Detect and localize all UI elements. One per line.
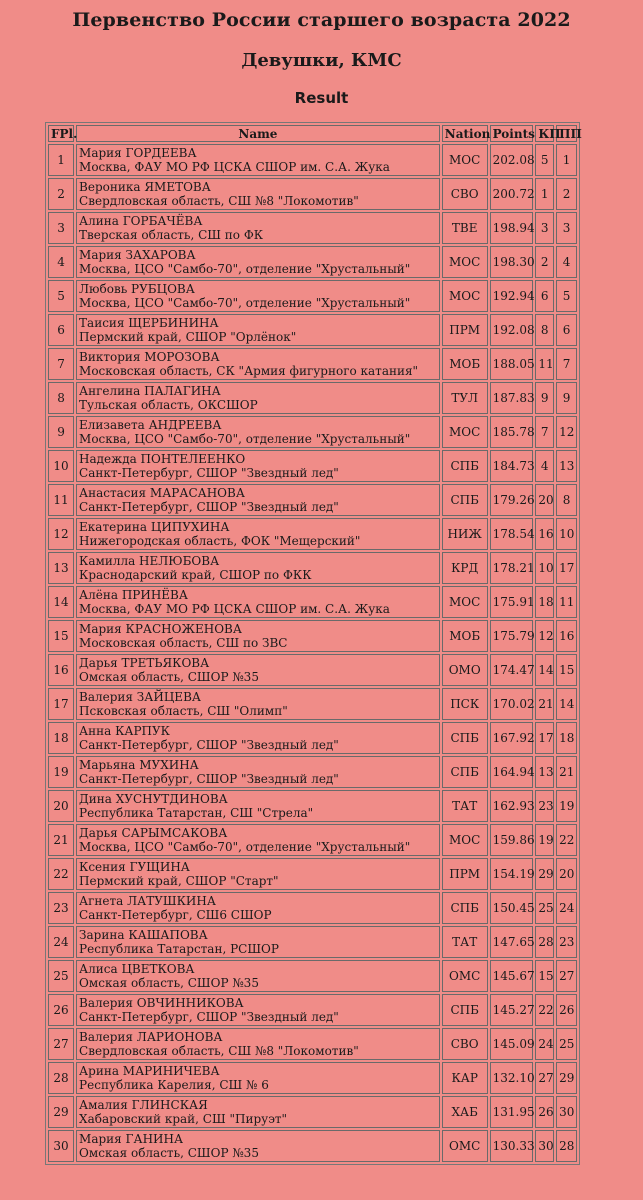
place-cell: 29 — [48, 1096, 74, 1128]
points-cell: 198.94 — [490, 212, 534, 244]
place-cell: 24 — [48, 926, 74, 958]
place-cell: 27 — [48, 1028, 74, 1060]
table-row — [48, 348, 577, 380]
table-row — [48, 1096, 577, 1128]
skater-name: Валерия ОВЧИННИКОВА — [79, 996, 244, 1010]
place-cell: 1 — [48, 144, 74, 176]
skater-club: Санкт-Петербург, СШОР "Звездный лед" — [79, 772, 339, 786]
skater-cell — [76, 484, 440, 516]
pp-cell: 13 — [556, 450, 577, 482]
points-cell: 192.08 — [490, 314, 534, 346]
place-cell: 28 — [48, 1062, 74, 1094]
nation-cell: МОС — [442, 586, 488, 618]
skater-club: Московская область, СШ по ЗВС — [79, 636, 288, 650]
skater-club: Хабаровский край, СШ "Пируэт" — [79, 1112, 288, 1126]
kp-cell: 5 — [535, 144, 554, 176]
place-cell: 16 — [48, 654, 74, 686]
table-row — [48, 314, 577, 346]
nation-cell: ХАБ — [442, 1096, 488, 1128]
points-cell: 184.73 — [490, 450, 534, 482]
skater-name: Агнета ЛАТУШКИНА — [79, 894, 216, 908]
table-row — [48, 144, 577, 176]
skater-cell — [76, 450, 440, 482]
nation-cell: СПБ — [442, 892, 488, 924]
points-cell: 198.30 — [490, 246, 534, 278]
nation-cell: ТВЕ — [442, 212, 488, 244]
kp-cell: 7 — [535, 416, 554, 448]
pp-cell: 3 — [556, 212, 577, 244]
skater-name: Любовь РУБЦОВА — [79, 282, 195, 296]
points-cell: 175.91 — [490, 586, 534, 618]
place-cell: 4 — [48, 246, 74, 278]
points-cell: 150.45 — [490, 892, 534, 924]
nation-cell: МОС — [442, 280, 488, 312]
results-table — [45, 122, 580, 1165]
page-title: Первенство России старшего возраста 2022 — [72, 9, 571, 31]
nation-cell: КРД — [442, 552, 488, 584]
nation-cell: ПРМ — [442, 314, 488, 346]
points-cell: 200.72 — [490, 178, 534, 210]
skater-club: Свердловская область, СШ №8 "Локомотив" — [79, 1044, 359, 1058]
table-row — [48, 586, 577, 618]
points-cell: 132.10 — [490, 1062, 534, 1094]
skater-name: Дарья ТРЕТЬЯКОВА — [79, 656, 210, 670]
skater-name: Мария ГОРДЕЕВА — [79, 146, 197, 160]
skater-cell — [76, 1096, 440, 1128]
skater-cell — [76, 212, 440, 244]
pp-cell: 5 — [556, 280, 577, 312]
skater-club: Москва, ЦСО "Самбо-70", отделение "Хрустальный" — [79, 262, 411, 276]
nation-cell: ОМО — [442, 654, 488, 686]
nation-cell: СПБ — [442, 994, 488, 1026]
place-cell: 22 — [48, 858, 74, 890]
points-cell: 192.94 — [490, 280, 534, 312]
nation-cell: МОС — [442, 246, 488, 278]
kp-cell: 29 — [535, 858, 554, 890]
skater-club: Санкт-Петербург, СШОР "Звездный лед" — [79, 738, 339, 752]
points-cell: 187.83 — [490, 382, 534, 414]
place-cell: 14 — [48, 586, 74, 618]
pp-cell: 25 — [556, 1028, 577, 1060]
points-cell: 147.65 — [490, 926, 534, 958]
table-row — [48, 688, 577, 720]
place-cell: 5 — [48, 280, 74, 312]
skater-name: Дарья САРЫМСАКОВА — [79, 826, 228, 840]
points-cell: 162.93 — [490, 790, 534, 822]
pp-cell: 17 — [556, 552, 577, 584]
skater-cell — [76, 416, 440, 448]
kp-cell: 22 — [535, 994, 554, 1026]
skater-club: Республика Татарстан, СШ "Стрела" — [79, 806, 314, 820]
nation-cell: СПБ — [442, 722, 488, 754]
place-cell: 17 — [48, 688, 74, 720]
table-row — [48, 382, 577, 414]
pp-cell: 28 — [556, 1130, 577, 1162]
pp-cell: 10 — [556, 518, 577, 550]
table-row — [48, 552, 577, 584]
skater-club: Краснодарский край, СШОР по ФКК — [79, 568, 312, 582]
skater-cell — [76, 1062, 440, 1094]
points-cell: 145.27 — [490, 994, 534, 1026]
skater-club: Омская область, СШОР №35 — [79, 670, 259, 684]
pp-cell: 8 — [556, 484, 577, 516]
table-row — [48, 926, 577, 958]
points-cell: 167.92 — [490, 722, 534, 754]
skater-cell — [76, 144, 440, 176]
points-cell: 164.94 — [490, 756, 534, 788]
table-row — [48, 960, 577, 992]
skater-cell — [76, 178, 440, 210]
kp-cell: 1 — [535, 178, 554, 210]
points-cell: 185.78 — [490, 416, 534, 448]
table-header-row — [48, 125, 577, 142]
kp-cell: 27 — [535, 1062, 554, 1094]
place-cell: 13 — [48, 552, 74, 584]
skater-cell — [76, 722, 440, 754]
place-cell: 8 — [48, 382, 74, 414]
place-cell: 23 — [48, 892, 74, 924]
kp-cell: 3 — [535, 212, 554, 244]
skater-name: Екатерина ЦИПУХИНА — [79, 520, 230, 534]
skater-name: Мария ГАНИНА — [79, 1132, 184, 1146]
nation-cell: МОС — [442, 416, 488, 448]
kp-cell: 21 — [535, 688, 554, 720]
pp-cell: 1 — [556, 144, 577, 176]
skater-name: Вероника ЯМЕТОВА — [79, 180, 211, 194]
points-cell: 145.67 — [490, 960, 534, 992]
kp-cell: 13 — [535, 756, 554, 788]
skater-cell — [76, 824, 440, 856]
skater-cell — [76, 552, 440, 584]
points-cell: 179.26 — [490, 484, 534, 516]
points-cell: 202.08 — [490, 144, 534, 176]
kp-cell: 18 — [535, 586, 554, 618]
place-cell: 12 — [48, 518, 74, 550]
pp-cell: 30 — [556, 1096, 577, 1128]
skater-cell — [76, 348, 440, 380]
skater-name: Марьяна МУХИНА — [79, 758, 199, 772]
nation-cell: ПРМ — [442, 858, 488, 890]
table-row — [48, 756, 577, 788]
skater-name: Зарина КАШАПОВА — [79, 928, 208, 942]
skater-cell — [76, 586, 440, 618]
skater-cell — [76, 688, 440, 720]
table-row — [48, 994, 577, 1026]
place-cell: 10 — [48, 450, 74, 482]
skater-cell — [76, 960, 440, 992]
points-cell: 175.79 — [490, 620, 534, 652]
kp-cell: 24 — [535, 1028, 554, 1060]
place-cell: 15 — [48, 620, 74, 652]
kp-cell: 20 — [535, 484, 554, 516]
nation-cell: ТАТ — [442, 926, 488, 958]
nation-cell: МОС — [442, 144, 488, 176]
place-cell: 18 — [48, 722, 74, 754]
kp-cell: 11 — [535, 348, 554, 380]
table-row — [48, 722, 577, 754]
pp-cell: 20 — [556, 858, 577, 890]
kp-cell: 10 — [535, 552, 554, 584]
nation-cell: ТАТ — [442, 790, 488, 822]
table-row — [48, 246, 577, 278]
skater-club: Пермский край, СШОР "Старт" — [79, 874, 279, 888]
pp-cell: 16 — [556, 620, 577, 652]
nation-cell: ОМС — [442, 960, 488, 992]
skater-cell — [76, 1130, 440, 1162]
skater-name: Надежда ПОНТЕЛЕЕНКО — [79, 452, 246, 466]
nation-cell: СВО — [442, 1028, 488, 1060]
skater-club: Санкт-Петербург, СШОР "Звездный лед" — [79, 500, 339, 514]
points-cell: 131.95 — [490, 1096, 534, 1128]
kp-cell: 6 — [535, 280, 554, 312]
table-row — [48, 1130, 577, 1162]
kp-cell: 15 — [535, 960, 554, 992]
pp-cell: 7 — [556, 348, 577, 380]
skater-name: Валерия ЛАРИОНОВА — [79, 1030, 223, 1044]
skater-name: Ксения ГУЩИНА — [79, 860, 190, 874]
skater-cell — [76, 620, 440, 652]
kp-cell: 2 — [535, 246, 554, 278]
table-row — [48, 518, 577, 550]
skater-name: Арина МАРИНИЧЕВА — [79, 1064, 220, 1078]
points-cell: 174.47 — [490, 654, 534, 686]
header-name: Name — [76, 125, 440, 142]
points-cell: 188.05 — [490, 348, 534, 380]
points-cell: 154.19 — [490, 858, 534, 890]
table-row — [48, 1062, 577, 1094]
skater-name: Алина ГОРБАЧЁВА — [79, 214, 203, 228]
table-row — [48, 484, 577, 516]
skater-club: Республика Татарстан, РСШОР — [79, 942, 279, 956]
place-cell: 20 — [48, 790, 74, 822]
skater-club: Республика Карелия, СШ № 6 — [79, 1078, 269, 1092]
place-cell: 21 — [48, 824, 74, 856]
skater-cell — [76, 756, 440, 788]
nation-cell: ПСК — [442, 688, 488, 720]
table-body — [48, 144, 577, 1162]
skater-club: Москва, ЦСО "Самбо-70", отделение "Хрустальный" — [79, 296, 411, 310]
header-points: Points — [490, 125, 534, 142]
pp-cell: 4 — [556, 246, 577, 278]
kp-cell: 28 — [535, 926, 554, 958]
skater-club: Московская область, СК "Армия фигурного катания" — [79, 364, 419, 378]
header-pp: ПП — [556, 125, 577, 142]
kp-cell: 30 — [535, 1130, 554, 1162]
points-cell: 145.09 — [490, 1028, 534, 1060]
skater-club: Нижегородская область, ФОК "Мещерский" — [79, 534, 361, 548]
nation-cell: ОМС — [442, 1130, 488, 1162]
skater-cell — [76, 1028, 440, 1060]
nation-cell: СПБ — [442, 756, 488, 788]
table-row — [48, 416, 577, 448]
skater-club: Санкт-Петербург, СШОР "Звездный лед" — [79, 466, 339, 480]
kp-cell: 23 — [535, 790, 554, 822]
table-row — [48, 790, 577, 822]
place-cell: 2 — [48, 178, 74, 210]
skater-club: Москва, ФАУ МО РФ ЦСКА СШОР им. С.А. Жука — [79, 602, 390, 616]
nation-cell: СПБ — [442, 450, 488, 482]
skater-club: Москва, ЦСО "Самбо-70", отделение "Хрустальный" — [79, 840, 411, 854]
skater-cell — [76, 926, 440, 958]
kp-cell: 16 — [535, 518, 554, 550]
table-row — [48, 212, 577, 244]
skater-club: Пермский край, СШОР "Орлёнок" — [79, 330, 297, 344]
pp-cell: 12 — [556, 416, 577, 448]
kp-cell: 25 — [535, 892, 554, 924]
skater-cell — [76, 858, 440, 890]
pp-cell: 29 — [556, 1062, 577, 1094]
nation-cell: СВО — [442, 178, 488, 210]
place-cell: 19 — [48, 756, 74, 788]
skater-name: Дина ХУСНУТДИНОВА — [79, 792, 228, 806]
pp-cell: 21 — [556, 756, 577, 788]
skater-name: Амалия ГЛИНСКАЯ — [79, 1098, 208, 1112]
place-cell: 3 — [48, 212, 74, 244]
pp-cell: 22 — [556, 824, 577, 856]
skater-cell — [76, 314, 440, 346]
points-cell: 170.02 — [490, 688, 534, 720]
points-cell: 159.86 — [490, 824, 534, 856]
skater-cell — [76, 790, 440, 822]
table-row — [48, 858, 577, 890]
kp-cell: 14 — [535, 654, 554, 686]
skater-cell — [76, 280, 440, 312]
place-cell: 6 — [48, 314, 74, 346]
pp-cell: 15 — [556, 654, 577, 686]
skater-name: Елизавета АНДРЕЕВА — [79, 418, 222, 432]
skater-name: Валерия ЗАЙЦЕВА — [79, 690, 201, 704]
skater-cell — [76, 994, 440, 1026]
pp-cell: 24 — [556, 892, 577, 924]
page-subtitle: Девушки, КМС — [241, 50, 402, 71]
pp-cell: 6 — [556, 314, 577, 346]
skater-name: Алиса ЦВЕТКОВА — [79, 962, 195, 976]
points-cell: 130.33 — [490, 1130, 534, 1162]
nation-cell: МОС — [442, 824, 488, 856]
skater-name: Мария КРАСНОЖЕНОВА — [79, 622, 242, 636]
skater-name: Анастасия МАРАСАНОВА — [79, 486, 245, 500]
skater-name: Камилла НЕЛЮБОВА — [79, 554, 220, 568]
pp-cell: 26 — [556, 994, 577, 1026]
skater-cell — [76, 246, 440, 278]
kp-cell: 12 — [535, 620, 554, 652]
skater-club: Тверская область, СШ по ФК — [79, 228, 264, 242]
skater-club: Москва, ФАУ МО РФ ЦСКА СШОР им. С.А. Жука — [79, 160, 390, 174]
table-row — [48, 178, 577, 210]
kp-cell: 19 — [535, 824, 554, 856]
header-fpl: FPl. — [48, 125, 74, 142]
skater-name: Мария ЗАХАРОВА — [79, 248, 196, 262]
pp-cell: 23 — [556, 926, 577, 958]
skater-name: Таисия ЩЕРБИНИНА — [79, 316, 219, 330]
skater-club: Омская область, СШОР №35 — [79, 976, 259, 990]
place-cell: 25 — [48, 960, 74, 992]
pp-cell: 18 — [556, 722, 577, 754]
pp-cell: 27 — [556, 960, 577, 992]
kp-cell: 9 — [535, 382, 554, 414]
pp-cell: 19 — [556, 790, 577, 822]
place-cell: 26 — [48, 994, 74, 1026]
kp-cell: 4 — [535, 450, 554, 482]
place-cell: 9 — [48, 416, 74, 448]
nation-cell: ТУЛ — [442, 382, 488, 414]
kp-cell: 8 — [535, 314, 554, 346]
table-row — [48, 620, 577, 652]
skater-cell — [76, 892, 440, 924]
table-row — [48, 892, 577, 924]
header-kp: КП — [535, 125, 554, 142]
skater-cell — [76, 654, 440, 686]
table-row — [48, 280, 577, 312]
section-title: Result — [294, 89, 349, 107]
pp-cell: 11 — [556, 586, 577, 618]
header-nation: Nation — [442, 125, 488, 142]
table-row — [48, 654, 577, 686]
nation-cell: КАР — [442, 1062, 488, 1094]
pp-cell: 9 — [556, 382, 577, 414]
points-cell: 178.21 — [490, 552, 534, 584]
skater-club: Свердловская область, СШ №8 "Локомотив" — [79, 194, 359, 208]
skater-name: Виктория МОРОЗОВА — [79, 350, 220, 364]
pp-cell: 14 — [556, 688, 577, 720]
place-cell: 30 — [48, 1130, 74, 1162]
nation-cell: МОБ — [442, 348, 488, 380]
nation-cell: НИЖ — [442, 518, 488, 550]
place-cell: 7 — [48, 348, 74, 380]
skater-name: Ангелина ПАЛАГИНА — [79, 384, 221, 398]
skater-club: Тульская область, ОКСШОР — [79, 398, 258, 412]
kp-cell: 17 — [535, 722, 554, 754]
skater-name: Анна КАРПУК — [79, 724, 170, 738]
place-cell: 11 — [48, 484, 74, 516]
skater-club: Псковская область, СШ "Олимп" — [79, 704, 288, 718]
skater-club: Москва, ЦСО "Самбо-70", отделение "Хрустальный" — [79, 432, 411, 446]
skater-cell — [76, 518, 440, 550]
table-row — [48, 824, 577, 856]
skater-cell — [76, 382, 440, 414]
kp-cell: 26 — [535, 1096, 554, 1128]
nation-cell: МОБ — [442, 620, 488, 652]
skater-club: Омская область, СШОР №35 — [79, 1146, 259, 1160]
skater-club: Санкт-Петербург, СШ6 СШОР — [79, 908, 272, 922]
skater-club: Санкт-Петербург, СШОР "Звездный лед" — [79, 1010, 339, 1024]
table-row — [48, 1028, 577, 1060]
pp-cell: 2 — [556, 178, 577, 210]
points-cell: 178.54 — [490, 518, 534, 550]
skater-name: Алёна ПРИНЁВА — [79, 588, 188, 602]
nation-cell: СПБ — [442, 484, 488, 516]
table-row — [48, 450, 577, 482]
